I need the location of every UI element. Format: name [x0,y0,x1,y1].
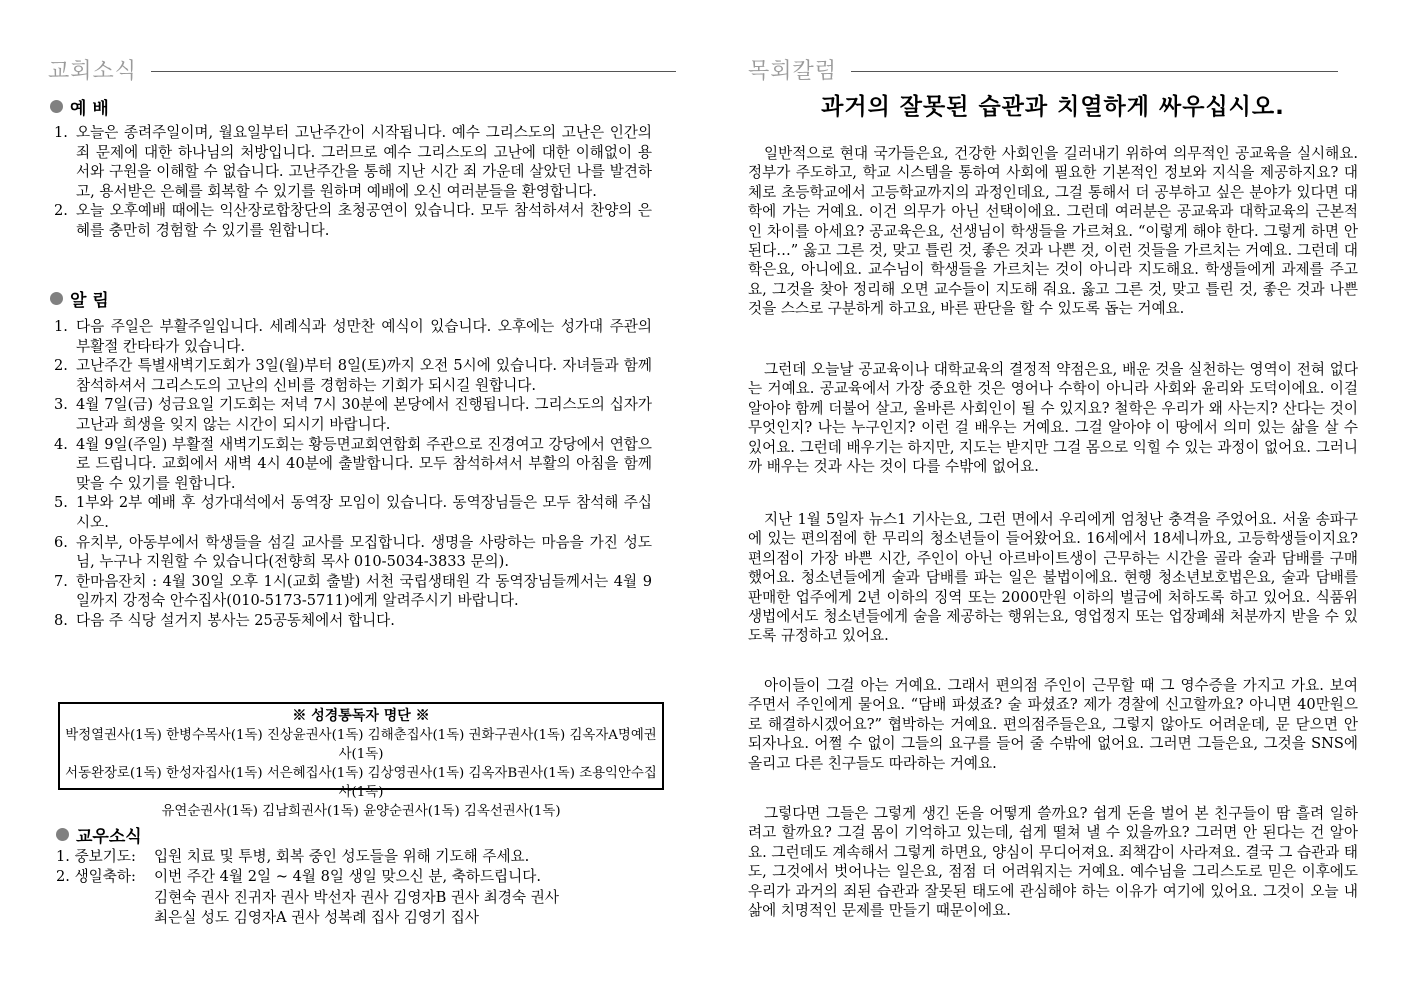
birthday-row [56,867,664,887]
list-item: 2. 고난주간 특별새벽기도회가 3일(월)부터 8일(토)까지 오전 5시에 있습니다. 자녀들과 함께 참석하셔서 그리스도의 고난의 신비를 경험하는 기회가 되시길 원합니다. [54,357,652,394]
members-news [56,847,664,929]
list-item: 8. 다음 주 식당 설거지 봉사는 25공동체에서 합니다. [54,611,395,629]
notices-heading-label: 알 림 [70,291,109,311]
header-rule [151,71,676,72]
notices-heading [50,286,109,311]
worship-list [50,123,652,241]
worship-heading [50,94,109,119]
prayer-label: 1. 중보기도: [56,848,136,865]
header-rule [851,71,1338,72]
list-item: 1. 다음 주일은 부활주일입니다. 세례식과 성만찬 예식이 있습니다. 오후에는 성가대 주관의 부활절 칸타타가 있습니다. [54,318,652,355]
bullet-dot-icon [50,292,63,305]
column-paragraph: 지난 1월 5일자 뉴스1 기사는요, 그런 면에서 우리에게 엄청난 충격을 주었어요. 서울 송파구에 있는 편의점에 한 무리의 청소년들이 들어왔어요. 16세에서 18세니까요, 고등학생들이지요? 편의점이 가장 바쁜 시간, 주인이 아닌 아르바이트생이 근무하는 시간을 골라 술과 담배를 구매했어요. 청소년들에게 술과 담배를 파는 일은 불법이에요. 현행 청소년보호법은요, 술과 담배를 판매한 업주에게 2년 이하의 징역 또는 2000만원 이하의 벌금에 처하도록 하고 있어요. 식품위생법에서도 청소년들에게 술을 제공하는 행위는요, 영업정지 또는 업장폐쇄 처분까지 받을 수 있도록 규정하고 있어요. [748,511,1358,645]
birthday-names-line: 김현숙 권사 진귀자 권사 박선자 권사 김영자B 권사 최경숙 권사 [154,888,559,906]
birthday-text: 이번 주간 4월 2일 ~ 4월 8일 생일 맞으신 분, 축하드립니다. [154,868,541,886]
list-item: 7. 한마음잔치 : 4월 30일 오후 1시(교회 출발) 서천 국립생태원 각 동역장님들께서는 4월 9일까지 강정숙 안수집사(010-5173-5711)에게 알려주시기 바랍니다. [54,572,652,610]
bible-readers-box [58,702,664,819]
column-paragraph: 일반적으로 현대 국가들은요, 건강한 사회인을 길러내기 위하여 의무적인 공교육을 실시해요. 정부가 주도하고, 학교 시스템을 통하여 사회에 필요한 기본적인 정보와 지식을 제공하지요? 대체로 초등학교에서 고등학교까지의 과정인데요, 그걸 통해서 더 공부하고 싶은 분야가 있다면 대학에 가는 거예요. 이건 의무가 아닌 선택이에요. 그런데 여러분은 공교육과 대학교육의 근본적인 차이를 아세요? 공교육은요, 선생님이 학생들을 가르쳐요. “이렇게 해야 한다. 그렇게 하면 안 된다…” 옳고 그른 것, 맞고 틀린 것, 좋은 것과 나쁜 것, 이런 것들을 가르치는 거예요. 그런데 대학은요, 아니에요. 교수님이 학생들을 가르치는 것이 아니라 지도해요. 학생들에게 과제를 주고요, 그것을 찾아 정리해 오면 교수들이 지도해 줘요. 옳고 그른 것, 맞고 틀린 것, 좋은 것과 나쁜 것을 스스로 구분하게 하고요, 바른 판단을 할 수 있도록 돕는 거예요. [748,145,1358,318]
birthday-label: 2. 생일축하: [56,868,136,886]
church-news-header [48,54,676,84]
prayer-request-row [56,847,664,867]
pastoral-column-header [748,54,1338,84]
bible-readers-line: 박정열권사(1독) 한병수목사(1독) 진상윤권사(1독) 김해춘집사(1독) 권화구권사(1독) 김옥자A명예권사(1독) [65,728,657,762]
list-item: 1. 오늘은 종려주일이며, 월요일부터 고난주간이 시작됩니다. 예수 그리스도의 고난은 인간의 죄 문제에 대한 하나님의 처방입니다. 그러므로 예수 그리스도의 고난에 대한 이해없이 용서와 구원을 이해할 수 없습니다. 고난주간을 통해 지난 시간 죄 가운데 살았던 나를 발견하고, 용서받은 은혜를 회복할 수 있기를 원하며 예배에 오신 여러분들을 환영합니다. [54,124,652,200]
column-paragraph: 그렇다면 그들은 그렇게 생긴 돈을 어떻게 쓸까요? 쉽게 돈을 벌어 본 친구들이 땀 흘려 일하려고 할까요? 그걸 몸이 기억하고 있는데, 쉽게 떨쳐 낼 수 있을까요? 그러면 안 된다는 건 알아요. 그런데도 계속해서 그렇게 하면요, 양심이 무디어져요. 죄책감이 사라져요. 결국 그 습관과 태도, 그것에서 벗어나는 일은요, 점점 더 어려워지는 거예요. 예수님을 그리스도로 믿은 이후에도 우리가 과거의 죄된 습관과 잘못된 태도에 관심해야 하는 이유가 여기에 있어요. 그것이 오늘 내 삶에 치명적인 문제를 만들기 때문이에요. [748,805,1358,920]
list-item: 5. 1부와 2부 예배 후 성가대석에서 동역장 모임이 있습니다. 동역장님들은 모두 참석해 주십시오. [54,494,652,531]
worship-heading-label: 예 배 [70,99,109,119]
column-paragraph: 아이들이 그걸 아는 거예요. 그래서 편의점 주인이 근무할 때 그 영수증을 가지고 가요. 보여 주면서 주인에게 물어요. “담배 파셨죠? 술 파셨죠? 제가 경찰에 신고할까요? 아니면 40만원으로 해결하시겠어요?” 협박하는 거예요. 편의점주들은요, 그렇지 않아도 어려운데, 문 닫으면 안 되자나요. 어쩔 수 없이 그들의 요구를 들어 줄 수밖에 없어요. 그러면 그들은요, 그것을 SNS에 올리고 다른 친구들도 따라하는 거예요. [748,677,1358,772]
members-heading [56,822,142,847]
church-news-title: 교회소식 [48,58,138,84]
bible-readers-line: 서동완장로(1독) 한성자집사(1독) 서은혜집사(1독) 김상영권사(1독) 김옥자B권사(1독) 조용익안수집사(1독) [65,766,657,800]
bullet-dot-icon [50,100,63,113]
members-heading-label: 교우소식 [76,827,142,847]
prayer-text: 입원 치료 및 투병, 회복 중인 성도들을 위해 기도해 주세요. [154,848,530,865]
notices-list [50,317,652,631]
column-paragraph: 그런데 오늘날 공교육이나 대학교육의 결정적 약점은요, 배운 것을 실천하는 영역이 전혀 없다는 거예요. 공교육에서 가장 중요한 것은 영어나 수학이 아니라 사회와 윤리와 도덕이에요. 이걸 알아야 함께 더불어 살고, 올바른 사회인이 될 수 있지요? 철학은 우리가 왜 사는지? 산다는 것이 무엇인지? 나는 누구인지? 이런 걸 배우는 거예요. 그걸 알아야 이 땅에서 의미 있는 삶을 살 수 있어요. 그런데 배우기는 하지만, 지도는 받지만 그걸 몸으로 익힐 수 있는 과정이 없어요. 그러니까 배우는 것과 사는 것이 다를 수밖에 없어요. [748,361,1358,476]
list-item: 3. 4월 7일(금) 성금요일 기도회는 저녁 7시 30분에 본당에서 진행됩니다. 그리스도의 십자가 고난과 희생을 잊지 않는 시간이 되시기 바랍니다. [54,396,652,433]
list-item: 2. 오늘 오후예배 때에는 익산장로합창단의 초청공연이 있습니다. 모두 참석하셔서 찬양의 은혜를 충만히 경험할 수 있기를 원합니다. [54,202,652,239]
pastoral-column-section-title: 목회칼럼 [748,58,838,84]
birthday-names-line: 최은실 성도 김영자A 권사 성복례 집사 김영기 집사 [154,909,479,927]
bible-readers-line: 유연순권사(1독) 김남희권사(1독) 윤양순권사(1독) 김옥선권사(1독) [161,804,561,819]
bible-readers-title: ※ 성경통독자 명단 ※ [292,708,430,724]
list-item: 4. 4월 9일(주일) 부활절 새벽기도회는 황등면교회연합회 주관으로 진경여고 강당에서 연합으로 드립니다. 교회에서 새벽 4시 40분에 출발합니다. 모두 참석하셔서 부활의 아침을 함께 맞을 수 있기를 원합니다. [54,435,652,492]
column-title: 과거의 잘못된 습관과 치열하게 싸우십시오. [821,94,1285,120]
list-item: 6. 유치부, 아동부에서 학생들을 섬길 교사를 모집합니다. 생명을 사랑하는 마음을 가진 성도님, 누구나 지원할 수 있습니다(전향희 목사 010-5034-3833 문의). [54,533,652,571]
bullet-dot-icon [56,828,69,841]
